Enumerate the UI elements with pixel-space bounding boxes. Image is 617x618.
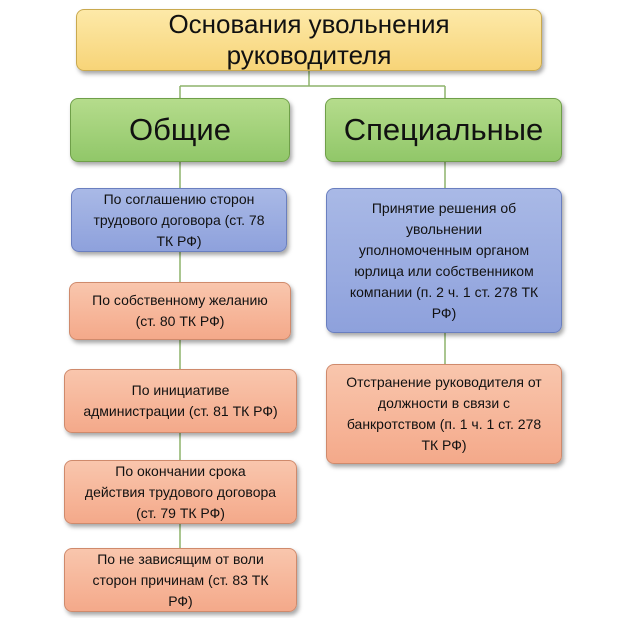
category-special: Специальные (325, 98, 562, 162)
general-item-own-will: По собственному желанию (ст. 80 ТК РФ) (69, 282, 291, 340)
general-item-contract-expiry: По окончании срока действия трудового договора (ст. 79 ТК РФ) (64, 460, 297, 524)
diagram-title: Основания увольнения руководителя (76, 9, 542, 71)
special-item-bankruptcy: Отстранение руководителя от должности в связи с банкротством (п. 1 ч. 1 ст. 278 ТК РФ) (326, 364, 562, 464)
general-item-independent-reasons: По не зависящим от воли сторон причинам (ст. 83 ТК РФ) (64, 548, 297, 612)
special-item-owner-decision: Принятие решения об увольнении уполномоченным органом юрлица или собственником компании (п. 2 ч. 1 ст. 278 ТК РФ) (326, 188, 562, 333)
general-item-agreement: По соглашению сторон трудового договора (ст. 78 ТК РФ) (71, 188, 287, 252)
general-item-administration: По инициативе администрации (ст. 81 ТК РФ) (64, 369, 297, 433)
category-general: Общие (70, 98, 290, 162)
